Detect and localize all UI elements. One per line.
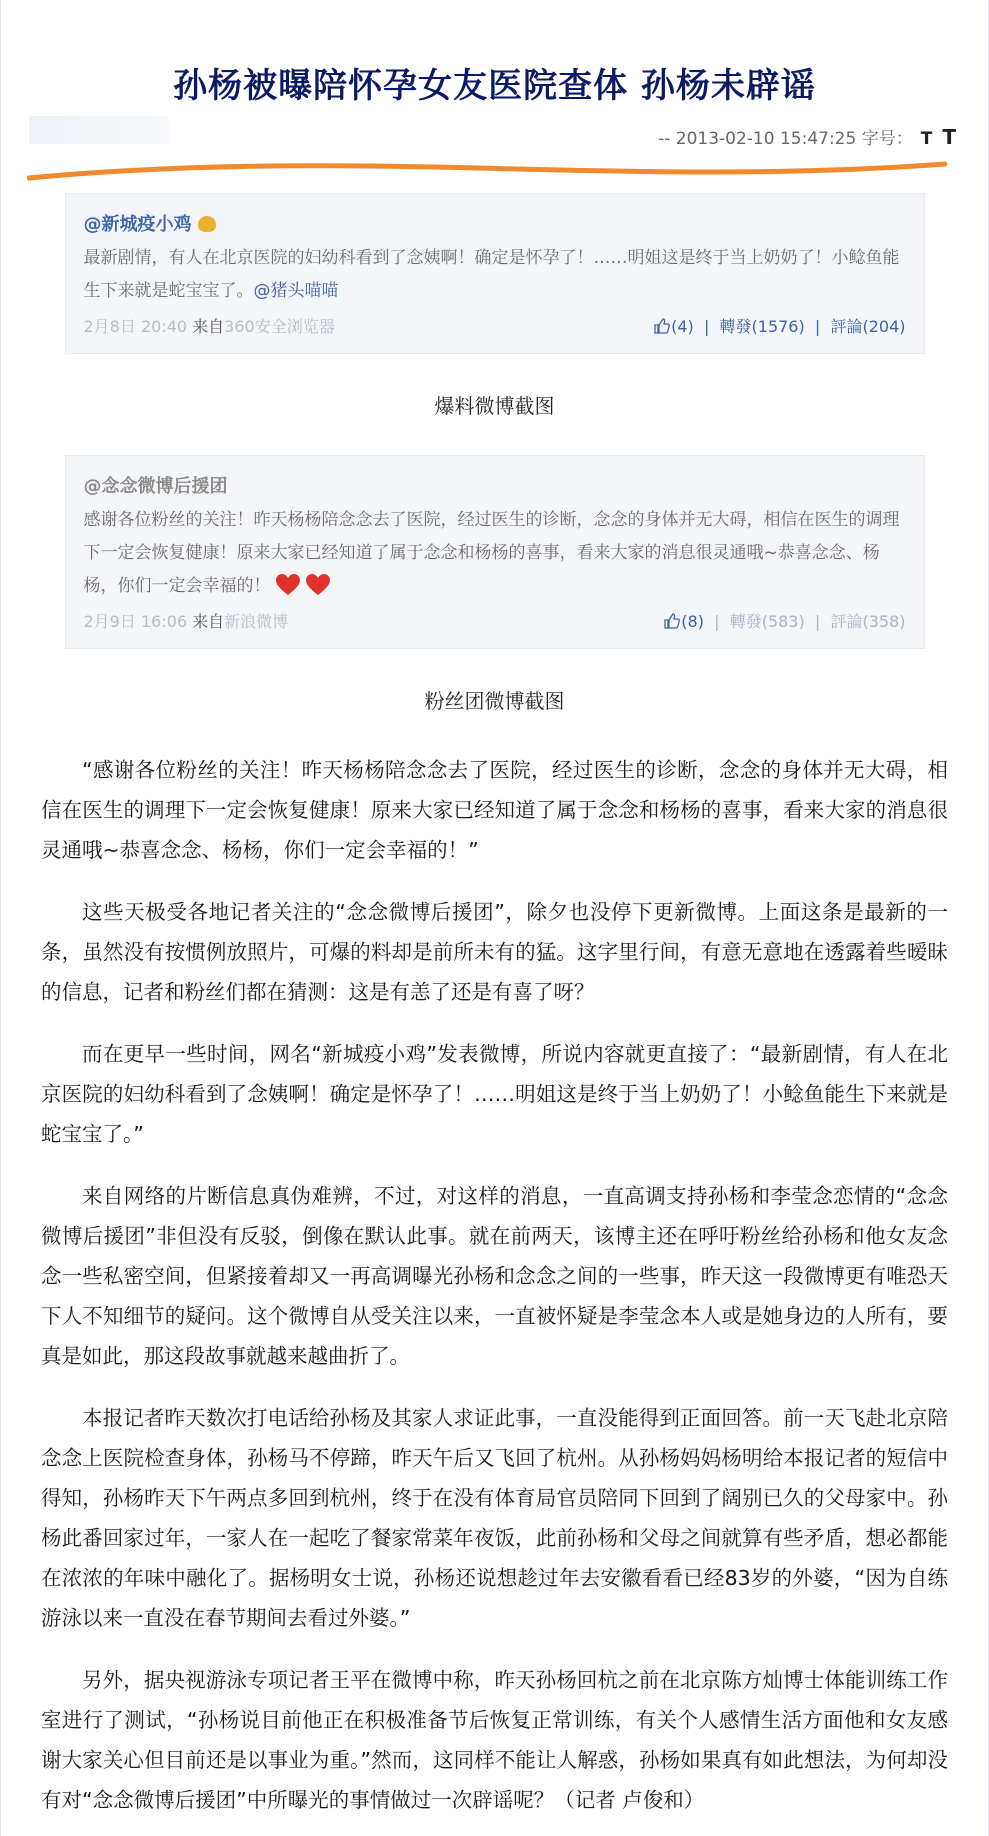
weibo-text: 最新剧情，有人在北京医院的妇幼科看到了念姨啊！确定是怀孕了！……明姐这是终于当上奶奶了！小鲶鱼能生下来就是蛇宝宝了。 xyxy=(83,248,900,301)
repost-link[interactable]: 轉發(583) xyxy=(729,612,805,631)
weibo-post-text xyxy=(84,504,906,603)
weibo-post-text xyxy=(84,242,906,308)
like-count[interactable]: (8) xyxy=(681,612,704,631)
article-paragraph: 另外，据央视游泳专项记者王平在微博中称，昨天孙杨回杭之前在北京陈方灿博士体能训练工作室进行了测试，“孙杨说目前他正在积极准备节后恢复正常训练，有关个人感情生活方面他和女友感谢大家关心但目前还是以事业为重。”然而，这同样不能让人解惑，孙杨如果真有如此想法，为何却没有对“念念微博后援团”中所曝光的事情做过一次辟谣呢？（记者 卢俊和） xyxy=(41,1668,948,1812)
from-label: 来自 xyxy=(192,317,225,336)
heart-icon xyxy=(275,573,301,597)
weibo-actions: (4) | 轉發(1576) | 評論(204) xyxy=(653,310,905,343)
weibo-username: @新城疫小鸡 xyxy=(83,214,192,235)
weibo-actions: (8) | 轉發(583) | 評論(358) xyxy=(663,605,905,638)
article-paragraph: 这些天极受各地记者关注的“念念微博后援团”，除夕也没停下更新微博。上面这条是最新的一条，虽然没有按惯例放照片，可爆的料却是前所未有的猛。这字里行间，有意无意地在透露着些暧昧的信息，记者和粉丝们都在猜测：这是有恙了还是有喜了呀？ xyxy=(41,900,948,1004)
article-paragraph: “感谢各位粉丝的关注！昨天杨杨陪念念去了医院，经过医生的诊断，念念的身体并无大碍，相信在医生的调理下一定会恢复健康！原来大家已经知道了属于念念和杨杨的喜事，看来大家的消息很灵通哦~恭喜念念、杨杨，你们一定会幸福的！” xyxy=(41,758,948,862)
comment-link[interactable]: 評論(204) xyxy=(830,317,906,336)
font-size-large-button[interactable]: T xyxy=(942,125,956,149)
weibo-screenshot-fanclub xyxy=(65,455,925,649)
weibo-time: 2月8日 20:40 xyxy=(83,317,188,336)
weibo-username: @念念微博后援团 xyxy=(83,476,228,497)
blurred-logo xyxy=(29,116,169,144)
like-count[interactable]: (4) xyxy=(671,317,694,336)
article-paragraph: 而在更早一些时间，网名“新城疫小鸡”发表微博，所说内容就更直接了：“最新剧情，有人在北京医院的妇幼科看到了念姨啊！确定是怀孕了！……明姐这是终于当上奶奶了！小鲶鱼能生下来就是蛇宝宝了。” xyxy=(41,1042,948,1146)
article-paragraph: 本报记者昨天数次打电话给孙杨及其家人求证此事，一直没能得到正面回答。前一天飞赴北京陪念念上医院检查身体，孙杨马不停蹄，昨天午后又飞回了杭州。从孙杨妈妈杨明给本报记者的短信中得知，孙杨昨天下午两点多回到杭州，终于在没有体育局官员陪同下回到了阔别已久的父母家中。孙杨此番回家过年，一家人在一起吃了餐家常菜年夜饭，此前孙杨和父母之间就算有些矛盾，想必都能在浓浓的年味中融化了。据杨明女士说，孙杨还说想趁过年去安徽看看已经83岁的外婆，“因为自练游泳以来一直没在春节期间去看过外婆。” xyxy=(41,1406,948,1630)
comment-link[interactable]: 評論(358) xyxy=(830,612,906,631)
weibo-time: 2月9日 16:06 xyxy=(83,612,188,631)
weibo-source: 新浪微博 xyxy=(224,612,289,631)
weibo-mention: @猪头喵喵 xyxy=(253,281,339,301)
weibo-footer xyxy=(84,310,906,343)
weibo-source: 360安全浏览器 xyxy=(224,317,335,336)
orange-underline xyxy=(27,158,947,188)
article-meta xyxy=(658,124,956,149)
thumbs-up-icon xyxy=(663,612,681,630)
heart-icon xyxy=(305,573,331,597)
font-size-small-button[interactable]: T xyxy=(920,129,933,149)
article-body xyxy=(1,750,988,1820)
publish-datetime: -- 2013-02-10 15:47:25 字号： xyxy=(658,129,913,149)
caption-fanclub: 粉丝团微博截图 xyxy=(424,689,565,713)
article-header xyxy=(1,0,988,175)
article-paragraph: 来自网络的片断信息真伪难辨，不过，对这样的消息，一直高调支持孙杨和李莹念恋情的“念念微博后援团”非但没有反驳，倒像在默认此事。就在前两天，该博主还在呼吁粉丝给孙杨和他女友念念一些私密空间，但紧接着却又一再高调曝光孙杨和念念之间的一些事，昨天这一段微博更有唯恐天下人不知细节的疑问。这个微博自从受关注以来，一直被怀疑是李莹念本人或是她身边的人所有，要真是如此，那这段故事就越来越曲折了。 xyxy=(41,1184,948,1368)
weibo-screenshot-leak xyxy=(65,193,925,354)
weibo-text: 感谢各位粉丝的关注！昨天杨杨陪念念去了医院，经过医生的诊断，念念的身体并无大碍，相信在医生的调理下一定会恢复健康！原来大家已经知道了属于念念和杨杨的喜事，看来大家的消息很灵通哦~恭喜念念、杨杨，你们一定会幸福的！ xyxy=(83,510,900,596)
crown-icon xyxy=(198,216,216,232)
thumbs-up-icon xyxy=(653,317,671,335)
from-label: 来自 xyxy=(192,612,225,631)
weibo-footer xyxy=(84,605,906,638)
repost-link[interactable]: 轉發(1576) xyxy=(719,317,805,336)
caption-leak: 爆料微博截图 xyxy=(434,394,555,418)
article-title: 孙杨被曝陪怀孕女友医院查体 孙杨未辟谣 xyxy=(173,66,816,106)
